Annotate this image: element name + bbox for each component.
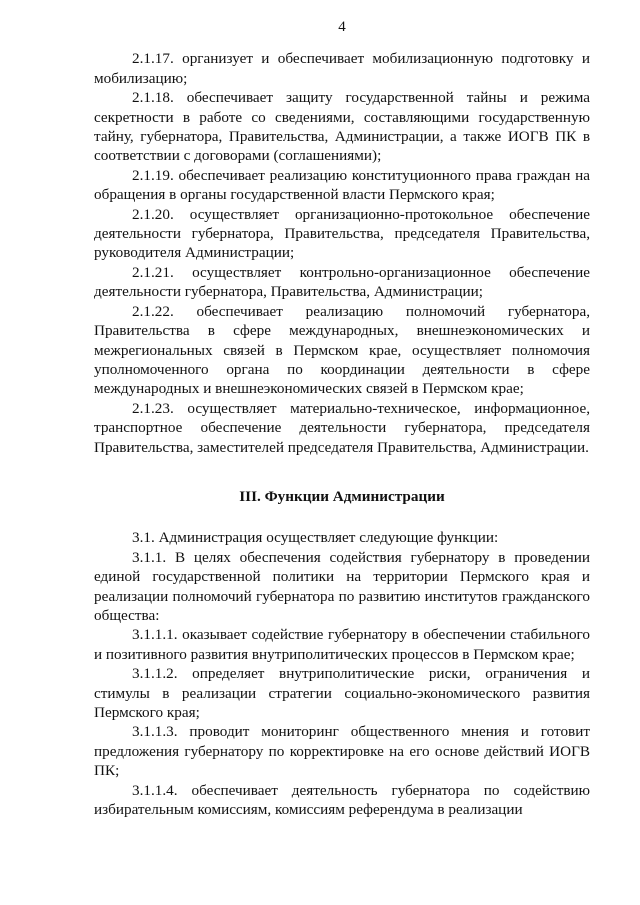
paragraph-2-1-22: 2.1.22. обеспечивает реализацию полномочий губернатора, Правительства в сфере международных, внешнеэкономических и межрегиональных связей в Пермском крае, осуществляет полномочия уполномоченного органа по координации деятельности в сфере международных и внешнеэкономических связей в Пермском крае;: [94, 302, 590, 398]
paragraph-2-1-20: 2.1.20. осуществляет организационно-протокольное обеспечение деятельности губернатора, Правительства, председателя Правительства, руководителя Администрации;: [94, 205, 590, 262]
paragraph-2-1-19: 2.1.19. обеспечивает реализацию конституционного права граждан на обращения в органы государственной власти Пермского края;: [94, 166, 590, 204]
paragraph-3-1-1: 3.1.1. В целях обеспечения содействия губернатору в проведении единой государственной политики на территории Пермского края и реализации полномочий губернатора по развитию институтов гражданского общества:: [94, 548, 590, 624]
paragraph-2-1-23: 2.1.23. осуществляет материально-техническое, информационное, транспортное обеспечение деятельности губернатора, председателя Правительства, заместителей председателя Правительства, Администрации.: [94, 399, 590, 456]
paragraph-3-1-1-3: 3.1.1.3. проводит мониторинг общественного мнения и готовит предложения губернатору по корректировке на его основе действий ИОГВ ПК;: [94, 723, 590, 780]
paragraph-3-1-1-1: 3.1.1.1. оказывает содействие губернатору в обеспечении стабильного и позитивного развития внутриполитических процессов в Пермском крае;: [94, 626, 590, 663]
paragraphs-before-section: [94, 49, 590, 457]
paragraphs-after-section: [94, 528, 590, 819]
paragraph-2-1-18: 2.1.18. обеспечивает защиту государственной тайны и режима секретности в работе со сведениями, составляющими государственную тайну, губернатора, Правительства, Администрации, а также ИОГВ ПК в соответствии с договорами (соглашениями);: [94, 89, 590, 165]
section-heading: III. Функции Администрации: [239, 487, 445, 505]
paragraph-3-1-1-2: 3.1.1.2. определяет внутриполитические риски, ограничения и стимулы в реализации стратегии социально-экономического развития Пермского края;: [94, 665, 590, 721]
paragraph-2-1-17: 2.1.17. организует и обеспечивает мобилизационную подготовку и мобилизацию;: [94, 50, 590, 87]
paragraph-2-1-21: 2.1.21. осуществляет контрольно-организационное обеспечение деятельности губернатора, Правительства, Администрации;: [94, 263, 590, 301]
paragraph-3-1-1-4: 3.1.1.4. обеспечивает деятельность губернатора по содействию избирательным комиссиям, комиссиям референдума в реализации: [94, 781, 590, 819]
paragraph-3-1: 3.1. Администрация осуществляет следующие функции:: [132, 529, 499, 547]
page-number: 4: [338, 19, 346, 35]
